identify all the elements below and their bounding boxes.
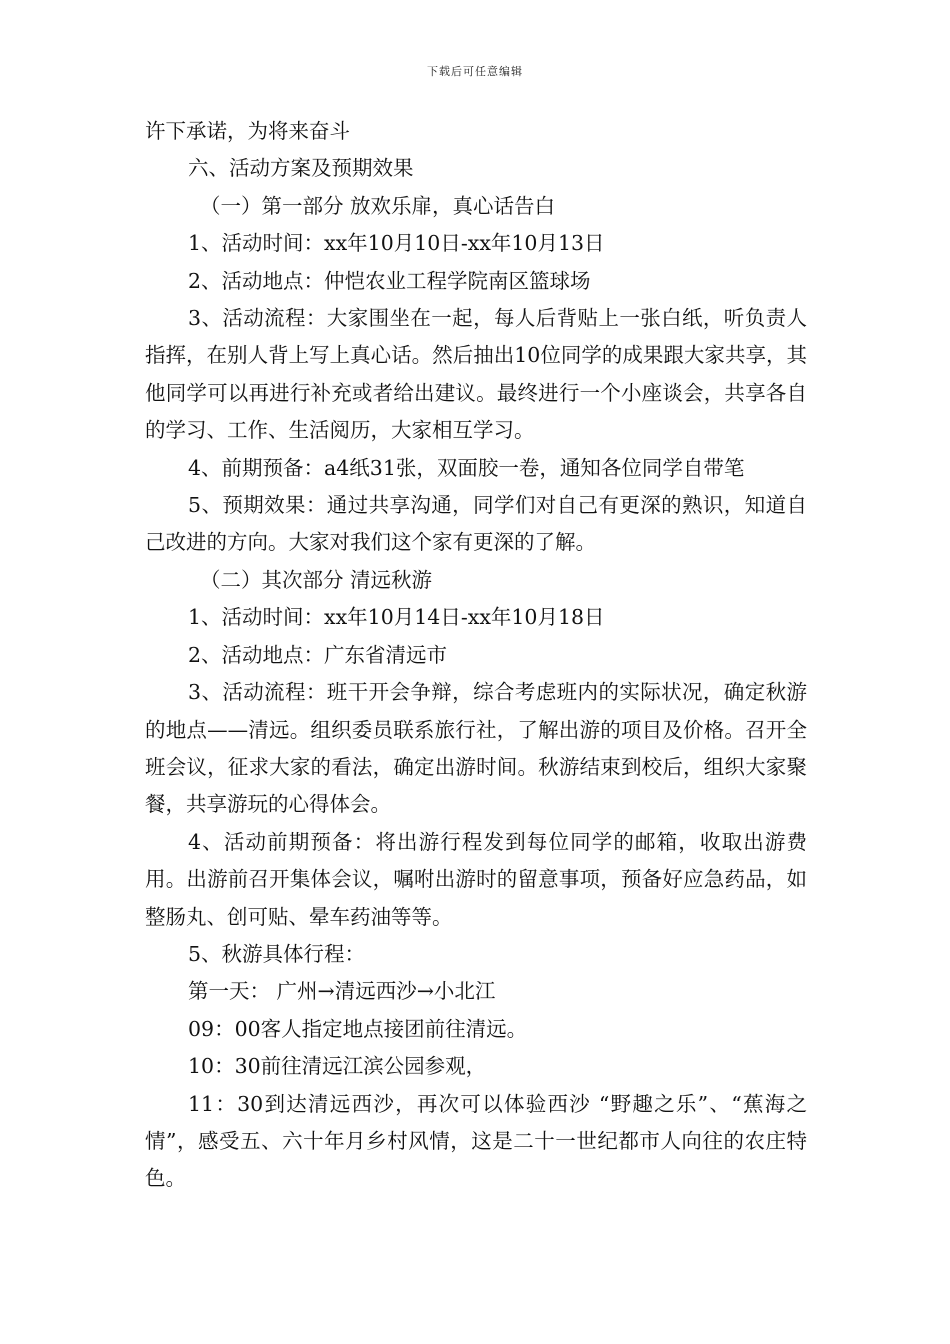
paragraph: 3、活动流程：班干开会争辩，综合考虑班内的实际状况，确定秋游的地点——清远。组织委员联系旅行社，了解出游的项目及价格。召开全班会议，征求大家的看法，确定出游时间。秋游结束到校后，组织大家聚餐，共享游玩的心得体会。: [145, 680, 807, 817]
paragraph: 1、活动时间：xx年10月10日-xx年10月13日: [188, 231, 605, 256]
paragraph: 09：00客人指定地点接团前往清远。: [188, 1016, 528, 1041]
paragraph: 第一天： 广州→清远西沙→小北江: [188, 979, 496, 1004]
paragraph: 2、活动地点：仲恺农业工程学院南区篮球场: [188, 268, 591, 293]
paragraph: 10：30前往清远江滨公园参观，: [188, 1054, 487, 1079]
paragraph: 许下承诺，为将来奋斗: [145, 119, 350, 143]
paragraph: 4、前期预备：a4纸31张，双面胶一卷，通知各位同学自带笔: [188, 455, 745, 480]
paragraph: 11：30到达清远西沙，再次可以体验西沙 “野趣之乐”、“蕉海之情”，感受五、六十年月乡村风情，这是二十一世纪都市人向往的农庄特色。: [145, 1091, 807, 1191]
document-body: [145, 113, 807, 1198]
paragraph: 2、活动地点：广东省清远市: [188, 642, 448, 667]
paragraph: 5、秋游具体行程：: [188, 941, 366, 966]
paragraph: 4、活动前期预备：将出游行程发到每位同学的邮箱，收取出游费用。出游前召开集体会议，嘱咐出游时的留意事项，预备好应急药品，如整肠丸、创可贴、晕车药油等等。: [145, 829, 807, 929]
section-heading: 六、活动方案及预期效果: [188, 156, 414, 181]
page-header: 下载后可任意编辑: [427, 65, 523, 78]
subsection-heading: （二）其次部分 清远秋游: [200, 567, 433, 592]
paragraph: 3、活动流程：大家围坐在一起，每人后背贴上一张白纸，听负责人指挥，在别人背上写上真心话。然后抽出10位同学的成果跟大家共享，其他同学可以再进行补充或者给出建议。最终进行一个小座谈会，共享各自的学习、工作、生活阅历，大家相互学习。: [145, 306, 807, 443]
subsection-heading: （一）第一部分 放欢乐扉，真心话告白: [200, 193, 556, 218]
paragraph: 5、预期效果：通过共享沟通，同学们对自己有更深的熟识，知道自己改进的方向。大家对我们这个家有更深的了解。: [145, 493, 807, 555]
paragraph: 1、活动时间：xx年10月14日-xx年10月18日: [188, 605, 605, 630]
